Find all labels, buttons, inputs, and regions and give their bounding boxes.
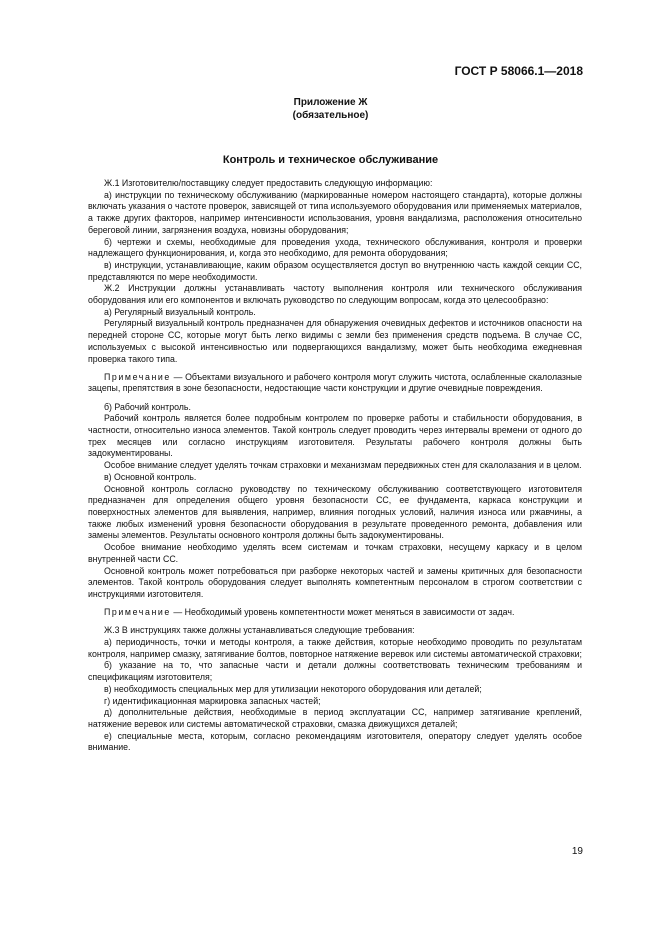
- paragraph: в) необходимость специальных мер для утилизации некоторого оборудования или деталей;: [104, 683, 482, 694]
- note-text: — Необходимый уровень компетентности может меняться в зависимости от задач.: [170, 607, 515, 618]
- paragraph: а) Регулярный визуальный контроль.: [104, 306, 256, 317]
- standard-designation: ГОСТ Р 58066.1—2018: [454, 64, 583, 78]
- paragraph: б) чертежи и схемы, необходимые для проведения ухода, технического обслуживания, контроля и проверки надлежащего функционирования, и, когда это необходимо, для ремонта оборудования;: [88, 236, 582, 259]
- note-text: — Объектами визуального и рабочего контроля могут служить чистота, ослабленные скалолазные зацепы, препятствия в зоне безопасности, недостающие части конструкции и другие очевидные повреждения.: [88, 371, 582, 394]
- paragraph: Особое внимание необходимо уделять всем системам и точкам страховки, несущему каркасу и в целом внутренней части СС.: [88, 542, 582, 564]
- paragraph: Ж.3 В инструкциях также должны устанавливаться следующие требования:: [104, 625, 415, 636]
- note-label: Примечание: [104, 607, 171, 618]
- paragraph: Регулярный визуальный контроль предназначен для обнаружения очевидных дефектов и источников опасности на передней стороне СС, которые могут быть легко видимы с земли без применения средств подъема. В случае СС, используемых с высокой интенсивностью или подвергающихся вандализму, может быть необходима ежедневная проверка такого типа.: [88, 318, 582, 364]
- paragraph: а) периодичность, точки и методы контроля, а также действия, которые необходимо проводить по результатам контроля, например смазку, затягивание болтов, повторное натяжение веревок или системы автоматической страховки;: [88, 637, 582, 659]
- body-text: [88, 178, 582, 754]
- note: [88, 372, 582, 395]
- note-label: Примечание: [104, 371, 171, 382]
- appendix-title: Приложение Ж: [293, 97, 368, 108]
- paragraph: Ж.2 Инструкции должны устанавливать частоту выполнения контроля или технического обслуживания оборудования или его компонентов и включать руководство по следующим вопросам, когда это целесообразно:: [88, 283, 582, 306]
- page-number: 19: [571, 846, 583, 857]
- paragraph: Особое внимание следует уделять точкам страховки и механизмам передвижных стен для скалолазания и в целом.: [104, 460, 582, 471]
- note: [88, 607, 582, 619]
- paragraph: Основной контроль может потребоваться при разборке некоторых частей и замены критичных для безопасности элементов. Такой контроль оборудования следует выполнять компетентным персоналом в строгом соответствии с инструкциями изготовителя.: [88, 565, 582, 599]
- paragraph: б) указание на то, что запасные части и детали должны соответствовать техническим требованиям и спецификациям изготовителя;: [88, 660, 582, 683]
- paragraph: Ж.1 Изготовителю/поставщику следует предоставить следующую информацию:: [104, 178, 433, 188]
- paragraph: а) инструкции по техническому обслуживанию (маркированные номером настоящего стандарта), которые должны включать указания о частоте проверок, зависящей от типа используемого оборудования или применяемых материалов, а также других факторов, например интенсивности использования, уровня вандализма, расположения относительно береговой линии, загрязнения воздуха, новизны оборудования;: [88, 189, 582, 235]
- paragraph: в) Основной контроль.: [104, 471, 197, 482]
- paragraph: е) специальные места, которым, согласно рекомендациям изготовителя, оператору следует уделять особое внимание.: [88, 730, 582, 753]
- appendix-status: (обязательное): [292, 110, 369, 121]
- appendix-heading: [0, 96, 661, 122]
- section-title: Контроль и техническое обслуживание: [222, 154, 439, 166]
- paragraph: Основной контроль согласно руководству по техническому обслуживанию соответствующего изготовителя предназначен для определения общего уровня безопасности СС, ее фундамента, каркаса конструкции и поверхностных элементов для выявления, например, влияния погодных условий, наличия износа или ржавчины, а также любых изменений уровня безопасности оборудования в результате проведенного ремонта, добавления или замены элементов. Результаты основного контроля должны быть задокументированы.: [88, 483, 582, 541]
- paragraph: г) идентификационная маркировка запасных частей;: [104, 695, 321, 706]
- paragraph: д) дополнительные действия, необходимые в период эксплуатации СС, например затягивание креплений, натяжение веревок или системы автоматической страховки, смазка движущихся деталей;: [88, 707, 582, 729]
- paragraph: в) инструкции, устанавливающие, каким образом осуществляется доступ во внутреннюю часть каждой секции СС, представляются по мере необходимости.: [88, 259, 582, 282]
- paragraph: Рабочий контроль является более подробным контролем по проверке работы и стабильности оборудования, в частности, относительно износа элементов. Такой контроль следует проводить через интервалы времени от одного до трех месяцев или согласно инструкциям изготовителя. Результаты рабочего контроля должны быть задокументированы.: [88, 413, 582, 459]
- paragraph: б) Рабочий контроль.: [104, 401, 191, 412]
